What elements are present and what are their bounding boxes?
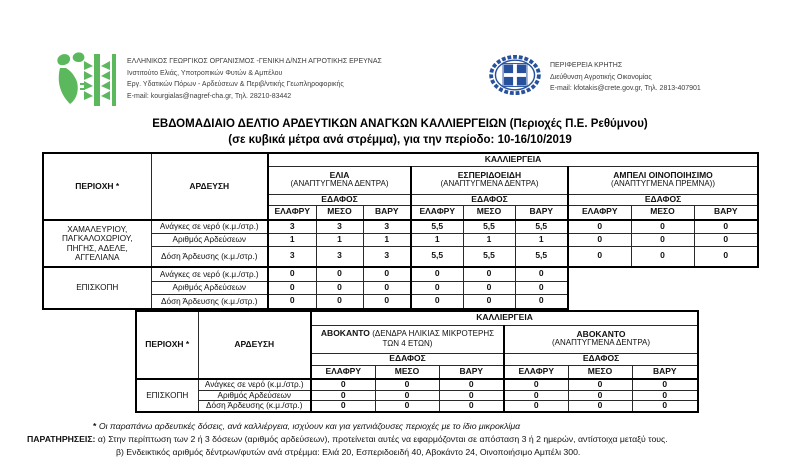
value-cell: 1 bbox=[268, 233, 316, 246]
org-contact: E-mail: kourgialas@nagref-cha.gr, Τηλ. 28210-83442 bbox=[127, 92, 292, 100]
value-cell: 0 bbox=[694, 246, 758, 267]
table-row bbox=[136, 311, 698, 325]
header-irrigation: ΑΡΔΕΥΣΗ bbox=[198, 311, 311, 379]
row-label-cell: Δόση Άρδευσης (κ.μ./στρ.) bbox=[198, 401, 311, 412]
value-cell: 0 bbox=[568, 401, 632, 412]
org-institute: Ινστιτούτο Ελιάς, Υποτροπικών Φυτών & Αμπέλου bbox=[127, 69, 283, 77]
elgo-demeter-logo-icon bbox=[54, 52, 118, 108]
region-cell: ΧΑΜΑΛΕΥΡΙΟΥ, ΠΑΓΚΑΛΟΧΩΡΙΟΥ, ΠΗΓΗΣ, ΑΔΕΛΕ, ΑΓΓΕΛΙΑΝΑ bbox=[43, 220, 151, 267]
header-soil-type: ΕΛΑΦΡΥ bbox=[311, 365, 375, 379]
header-soil: ΕΔΑΦΟΣ bbox=[311, 353, 504, 365]
value-cell: 0 bbox=[316, 281, 363, 294]
authority-name: ΠΕΡΙΦΕΡΕΙΑ ΚΡΗΤΗΣ bbox=[550, 62, 623, 69]
footnote-remarks-a bbox=[27, 433, 800, 446]
crop-name: ΑΒΟΚΑΝΤΟ bbox=[320, 328, 370, 339]
footnote-remarks-b bbox=[116, 446, 800, 459]
remarks-label: ΠΑΡΑΤΗΡΗΣΕΙΣ: bbox=[27, 434, 96, 444]
value-cell: 0 bbox=[439, 379, 504, 390]
header-crops: ΚΑΛΛΙΕΡΓΕΙΑ bbox=[268, 153, 758, 166]
empty-cell bbox=[631, 294, 694, 309]
header-irrigation: ΑΡΔΕΥΣΗ bbox=[151, 153, 268, 220]
value-cell: 3 bbox=[363, 220, 411, 233]
value-cell: 0 bbox=[268, 267, 316, 281]
irrigation-table-avocado bbox=[135, 310, 699, 413]
value-cell: 0 bbox=[463, 281, 515, 294]
header-soil-type: ΒΑΡΥ bbox=[363, 205, 411, 220]
table-row bbox=[136, 379, 698, 390]
document-title bbox=[0, 116, 800, 148]
title-line-2: (σε κυβικά μέτρα ανά στρέμμα), για την περίοδο: 10-16/10/2019 bbox=[228, 134, 572, 146]
value-cell: 0 bbox=[504, 390, 568, 401]
value-cell: 0 bbox=[439, 401, 504, 412]
region-cell: ΕΠΙΣΚΟΠΗ bbox=[136, 379, 198, 412]
value-cell: 0 bbox=[316, 294, 363, 309]
value-cell: 0 bbox=[631, 246, 694, 267]
value-cell: 0 bbox=[568, 233, 631, 246]
crop-subtitle: (ΑΝΑΠΤΥΓΜΕΝΑ ΔΕΝΤΡΑ) bbox=[552, 338, 651, 348]
empty-cell bbox=[631, 267, 694, 281]
empty-cell bbox=[694, 294, 758, 309]
header-crop-avocado-young bbox=[311, 325, 504, 353]
header-soil-type: ΕΛΑΦΡΥ bbox=[504, 365, 568, 379]
header-crop-olive bbox=[268, 166, 411, 194]
header-crop-avocado-mature bbox=[504, 325, 698, 353]
header-soil-type: ΜΕΣΟ bbox=[631, 205, 694, 220]
empty-cell bbox=[568, 294, 631, 309]
value-cell: 0 bbox=[504, 379, 568, 390]
table-row bbox=[43, 267, 758, 281]
header-soil-type: ΒΑΡΥ bbox=[694, 205, 758, 220]
authority-contact: E-mail: kfotakis@crete.gov.gr, Τηλ. 2813-407901 bbox=[550, 85, 701, 92]
crop-name: ΑΜΠΕΛΙ ΟΙΝΟΠΟΙΗΣΙΜΟ bbox=[613, 169, 713, 180]
crop-name: ΕΣΠΕΡΙΔΟΕΙΔΗ bbox=[457, 169, 522, 180]
table-row bbox=[43, 281, 758, 294]
empty-cell bbox=[694, 281, 758, 294]
row-label-cell: Αριθμός Αρδεύσεων bbox=[151, 233, 268, 246]
crop-subtitle: (ΑΝΑΠΤΥΓΜΕΝΑ ΔΕΝΤΡΑ) bbox=[290, 179, 389, 189]
table-row bbox=[43, 153, 758, 166]
value-cell: 3 bbox=[316, 220, 363, 233]
value-cell: 0 bbox=[568, 246, 631, 267]
row-label-cell: Δόση Άρδευσης (κ.μ./στρ.) bbox=[151, 246, 268, 267]
table-row bbox=[136, 390, 698, 401]
header-region: ΠΕΡΙΟΧΗ * bbox=[136, 311, 198, 379]
org-lab: Εργ. Υδατικών Πόρων - Αρδεύσεων & Περιβ/ντικής Γεωπληροφορικής bbox=[127, 81, 344, 88]
value-cell: 0 bbox=[311, 390, 375, 401]
row-label-cell: Δόση Άρδευσης (κ.μ./στρ.) bbox=[151, 294, 268, 309]
value-cell: 5,5 bbox=[411, 246, 463, 267]
header-soil-type: ΜΕΣΟ bbox=[463, 205, 515, 220]
table-row bbox=[136, 401, 698, 412]
header-soil: ΕΔΑΦΟΣ bbox=[568, 194, 758, 205]
value-cell: 0 bbox=[363, 294, 411, 309]
header-crop-citrus bbox=[411, 166, 568, 194]
table-row bbox=[43, 294, 758, 309]
value-cell: 0 bbox=[375, 401, 439, 412]
value-cell: 0 bbox=[311, 401, 375, 412]
header-soil: ΕΔΑΦΟΣ bbox=[504, 353, 698, 365]
value-cell: 0 bbox=[316, 267, 363, 281]
value-cell: 0 bbox=[375, 379, 439, 390]
value-cell: 0 bbox=[411, 267, 463, 281]
region-cell: ΕΠΙΣΚΟΠΗ bbox=[43, 267, 151, 309]
value-cell: 5,5 bbox=[515, 246, 568, 267]
crop-subtitle: (ΔΕΝΔΡΑ ΗΛΙΚΙΑΣ ΜΙΚΡΟΤΕΡΗΣ ΤΩΝ 4 ΕΤΩΝ) bbox=[372, 329, 495, 348]
value-cell: 0 bbox=[631, 220, 694, 233]
table-row bbox=[43, 233, 758, 246]
region-authority-info bbox=[550, 60, 701, 95]
value-cell: 0 bbox=[411, 281, 463, 294]
value-cell: 5,5 bbox=[463, 220, 515, 233]
value-cell: 0 bbox=[515, 267, 568, 281]
crop-name: ΑΒΟΚΑΝΤΟ bbox=[576, 328, 626, 339]
org-name: ΕΛΛΗΝΙΚΟΣ ΓΕΩΡΓΙΚΟΣ ΟΡΓΑΝΙΣΜΟΣ -ΓΕΝΙΚΗ Δ/ΝΣΗ ΑΓΡΟΤΙΚΗΣ ΕΡΕΥΝΑΣ bbox=[127, 58, 382, 65]
value-cell: 0 bbox=[439, 390, 504, 401]
header-crops: ΚΑΛΛΙΕΡΓΕΙΑ bbox=[311, 311, 698, 325]
row-label-cell: Ανάγκες σε νερό (κ.μ./στρ.) bbox=[151, 267, 268, 281]
header-region: ΠΕΡΙΟΧΗ * bbox=[43, 153, 151, 220]
value-cell: 0 bbox=[568, 379, 632, 390]
value-cell: 0 bbox=[632, 379, 698, 390]
footnote-asterisk bbox=[93, 420, 800, 433]
header-soil-type: ΕΛΑΦΡΥ bbox=[411, 205, 463, 220]
authority-dept: Διεύθυνση Αγροτικής Οικονομίας bbox=[550, 73, 652, 81]
value-cell: 0 bbox=[363, 281, 411, 294]
value-cell: 3 bbox=[316, 246, 363, 267]
footnote-asterisk-text: Οι παραπάνω αρδευτικές δόσεις, ανά καλλιέργεια, ισχύουν και για γειτνιάζουσες περιοχές με το ίδιο μικροκλίμα bbox=[98, 421, 521, 431]
value-cell: 0 bbox=[568, 220, 631, 233]
value-cell: 0 bbox=[568, 390, 632, 401]
row-label-cell: Αριθμός Αρδεύσεων bbox=[198, 390, 311, 401]
value-cell: 0 bbox=[375, 390, 439, 401]
empty-cell bbox=[694, 267, 758, 281]
header-crop-vine bbox=[568, 166, 758, 194]
header-soil-type: ΜΕΣΟ bbox=[375, 365, 439, 379]
header-soil: ΕΔΑΦΟΣ bbox=[411, 194, 568, 205]
value-cell: 3 bbox=[268, 246, 316, 267]
footnotes bbox=[0, 420, 800, 459]
greek-state-emblem-icon bbox=[488, 54, 542, 96]
header-soil-type: ΒΑΡΥ bbox=[632, 365, 698, 379]
crop-subtitle: (ΑΝΑΠΤΥΓΜΕΝΑ ΠΡΕΜΝΑ)) bbox=[611, 179, 715, 189]
value-cell: 3 bbox=[268, 220, 316, 233]
asterisk: * bbox=[93, 421, 97, 431]
row-label-cell: Αριθμός Αρδεύσεων bbox=[151, 281, 268, 294]
organization-info bbox=[127, 56, 382, 102]
header-soil-type: ΜΕΣΟ bbox=[568, 365, 632, 379]
remark-b-text: β) Ενδεικτικός αριθμός δέντρων/φυτών ανά στρέμμα: Ελιά 20, Εσπεριδοειδή 40, Αβοκάντο 24, Οινοποιήσιμο Αμπέλι 300. bbox=[116, 447, 581, 457]
value-cell: 0 bbox=[504, 401, 568, 412]
value-cell: 0 bbox=[463, 294, 515, 309]
irrigation-table-main bbox=[42, 152, 759, 310]
crop-subtitle: (ΑΝΑΠΤΥΓΜΕΝΑ ΔΕΝΤΡΑ) bbox=[440, 179, 539, 189]
value-cell: 0 bbox=[515, 294, 568, 309]
value-cell: 1 bbox=[363, 233, 411, 246]
title-line-1: ΕΒΔΟΜΑΔΙΑΙΟ ΔΕΛΤΙΟ ΑΡΔΕΥΤΙΚΩΝ ΑΝΑΓΚΩΝ ΚΑΛΛΙΕΡΓΕΙΩΝ (Περιοχές Π.Ε. Ρεθύμνου) bbox=[152, 118, 648, 130]
value-cell: 5,5 bbox=[463, 246, 515, 267]
value-cell: 0 bbox=[268, 281, 316, 294]
value-cell: 1 bbox=[463, 233, 515, 246]
value-cell: 1 bbox=[515, 233, 568, 246]
value-cell: 0 bbox=[268, 294, 316, 309]
remark-a-text: α) Στην περίπτωση των 2 ή 3 δόσεων (αριθμός αρδεύσεων), προτείνεται αυτές να εφαρμόζονται σε απόσταση 3 ή 2 ημερών, αντίστοιχα μεταξύ τους. bbox=[97, 434, 668, 444]
value-cell: 0 bbox=[363, 267, 411, 281]
header-soil-type: ΜΕΣΟ bbox=[316, 205, 363, 220]
value-cell: 0 bbox=[694, 233, 758, 246]
value-cell: 0 bbox=[632, 390, 698, 401]
row-label-cell: Ανάγκες σε νερό (κ.μ./στρ.) bbox=[151, 220, 268, 233]
empty-cell bbox=[568, 267, 631, 281]
header-soil-type: ΒΑΡΥ bbox=[515, 205, 568, 220]
value-cell: 3 bbox=[363, 246, 411, 267]
header-soil: ΕΔΑΦΟΣ bbox=[268, 194, 411, 205]
value-cell: 5,5 bbox=[411, 220, 463, 233]
table-row bbox=[43, 246, 758, 267]
value-cell: 0 bbox=[411, 294, 463, 309]
crop-name: ΕΛΙΑ bbox=[329, 169, 350, 180]
value-cell: 0 bbox=[463, 267, 515, 281]
value-cell: 1 bbox=[316, 233, 363, 246]
table-row bbox=[43, 220, 758, 233]
empty-cell bbox=[568, 281, 631, 294]
value-cell: 0 bbox=[311, 379, 375, 390]
value-cell: 5,5 bbox=[515, 220, 568, 233]
header-soil-type: ΕΛΑΦΡΥ bbox=[568, 205, 631, 220]
value-cell: 1 bbox=[411, 233, 463, 246]
header-soil-type: ΒΑΡΥ bbox=[439, 365, 504, 379]
row-label-cell: Ανάγκες σε νερό (κ.μ./στρ.) bbox=[198, 379, 311, 390]
header-soil-type: ΕΛΑΦΡΥ bbox=[268, 205, 316, 220]
value-cell: 0 bbox=[694, 220, 758, 233]
value-cell: 0 bbox=[632, 401, 698, 412]
empty-cell bbox=[631, 281, 694, 294]
value-cell: 0 bbox=[631, 233, 694, 246]
value-cell: 0 bbox=[515, 281, 568, 294]
